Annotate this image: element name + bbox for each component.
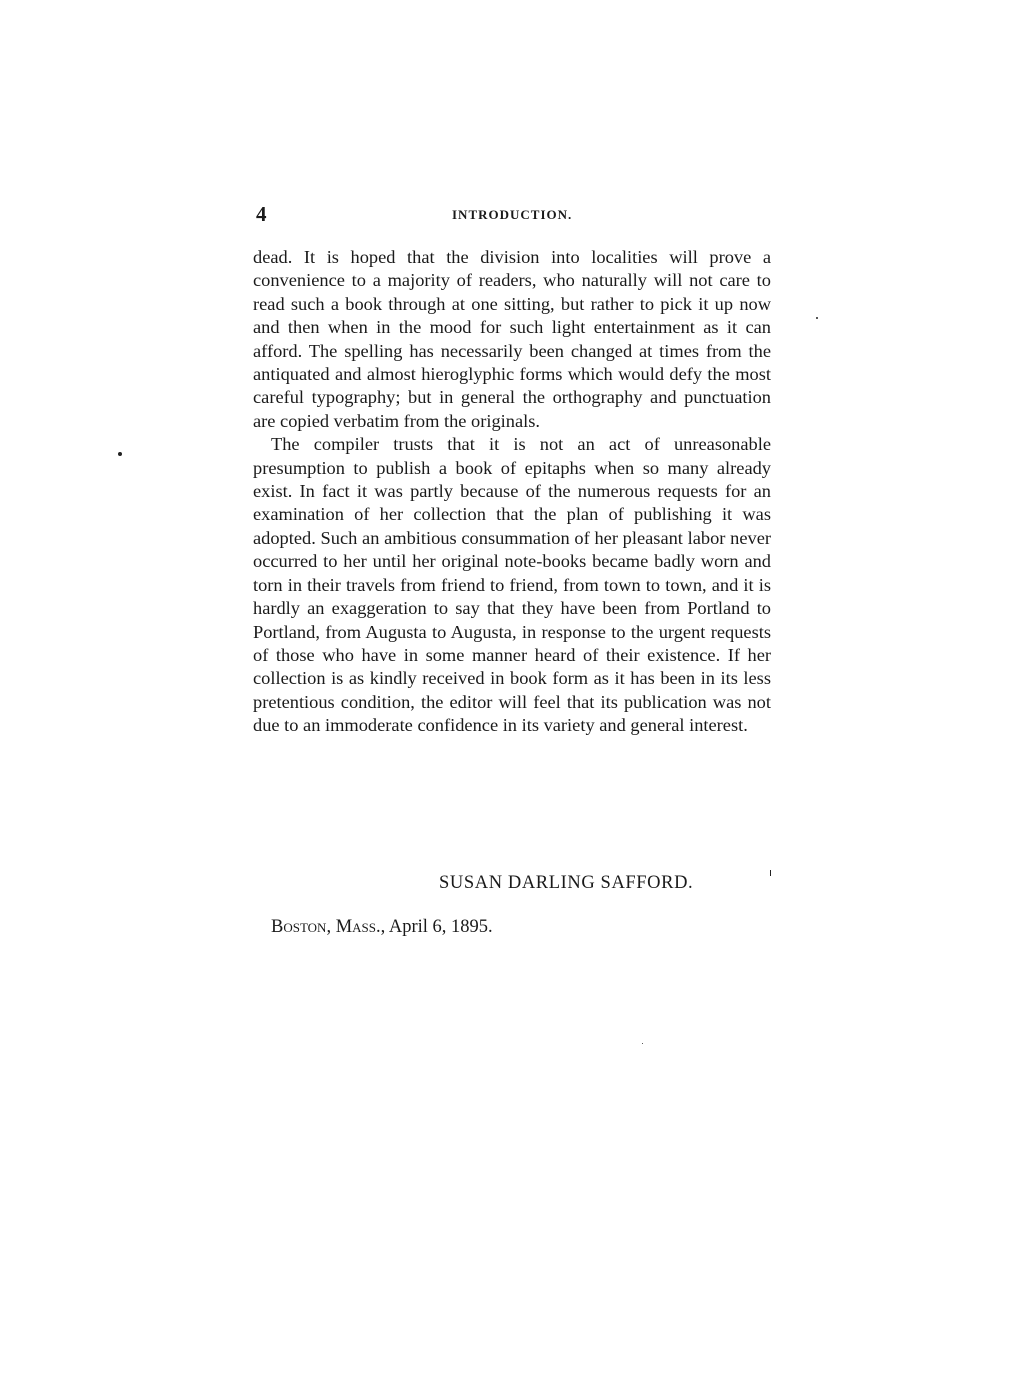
paragraph-2: The compiler trusts that it is not an act of unreasonable presumption to publish a book of epitaphs when so many already exist. In fact it was partly because of the numerous requests for an examination of her collection that the plan of publishing it was adopted. Such an ambitious consummation of her pleasant labor never occurred to her until her original note-books became badly worn and torn in their travels from friend to friend, from town to town, and it is hardly an exaggeration to say that they have been from Portland to Portland, from Augusta to Augusta, in response to the urgent requests of those who have in some manner heard of their existence. If her collection is as kindly received in book form as it has been in its less pretentious condition, the editor will feel that its publication was not due to an immoderate confidence in its variety and general interest. xyxy=(253,434,771,736)
paragraph-1: dead. It is hoped that the division into localities will prove a convenience to a majority of readers, who naturally will not care to read such a book through at one sitting, but rather to pick it up now and then when in the mood for such light entertainment as it can afford. The spelling has necessarily been changed at times from the antiquated and almost hieroglyphic forms which would defy the most careful typography; but in general the orthography and punctuation are copied verbatim from the originals. xyxy=(253,247,771,431)
scan-speck xyxy=(118,452,122,456)
scan-speck xyxy=(642,1043,643,1044)
scan-speck xyxy=(770,870,771,876)
dateline-place: Boston, Mass., xyxy=(271,917,386,937)
signature: SUSAN DARLING SAFFORD. xyxy=(439,873,694,893)
scan-speck xyxy=(816,317,818,319)
body-text xyxy=(253,246,771,738)
dateline-date: April 6, 1895. xyxy=(388,917,493,937)
running-head xyxy=(256,202,776,226)
running-title: INTRODUCTION. xyxy=(452,207,573,222)
page-number: 4 xyxy=(256,202,267,226)
dateline xyxy=(271,917,493,938)
